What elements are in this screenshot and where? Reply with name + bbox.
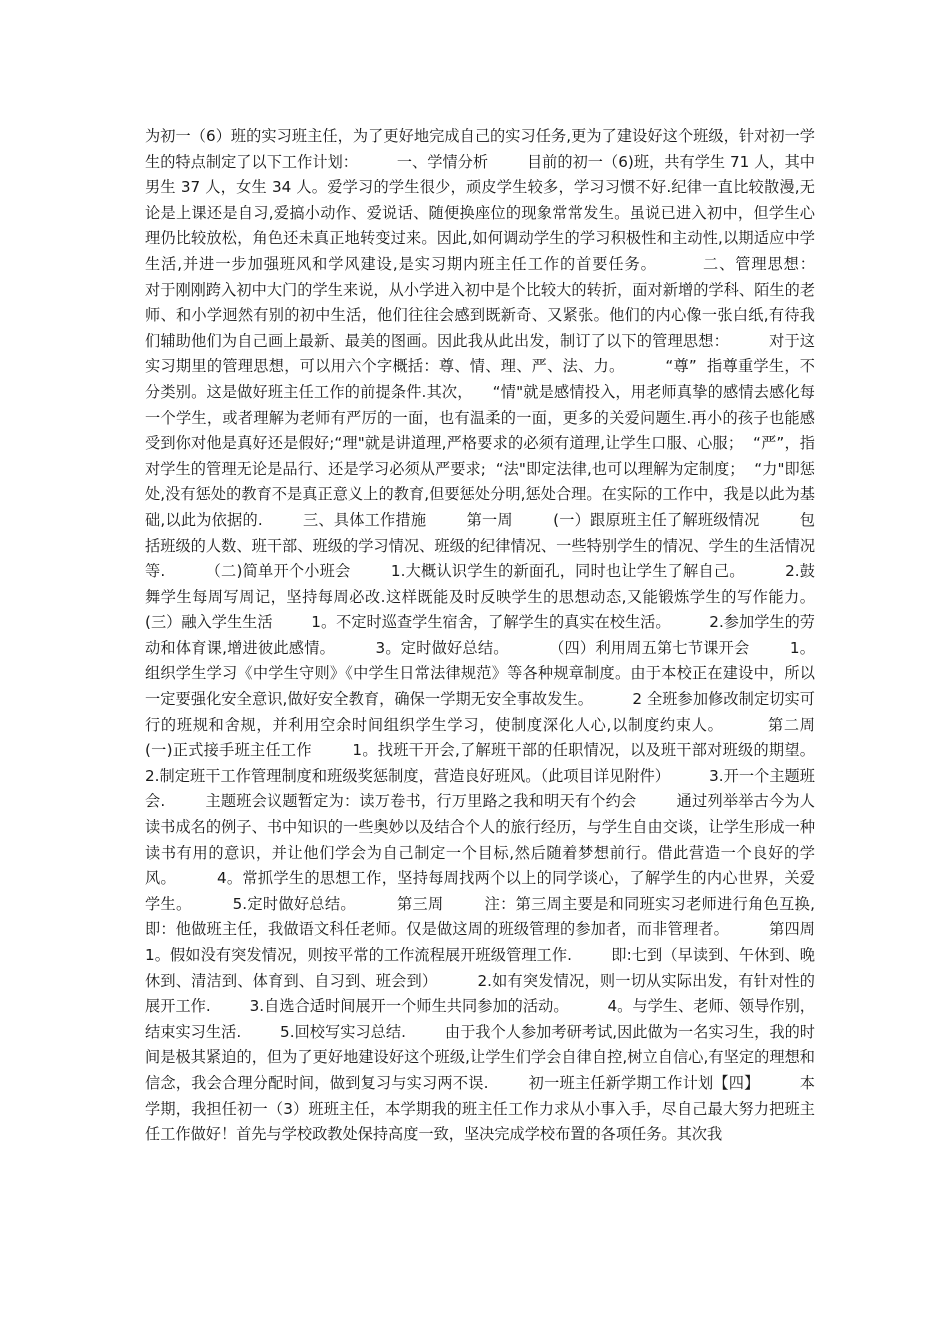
document-body-text: 为初一（6）班的实习班主任，为了更好地完成自己的实习任务,更为了建设好这个班级，针对初一学生的特点制定了以下工作计划： 一、学情分析 目前的初一（6)班，共有学生 71 人，其中男生 37 人，女生 34 人。爱学习的学生很少，顽皮学生较多，学习习惯不好.纪律一直比较散漫,无论是上课还是自习,爱搞小动作、爱说话、随便换座位的现象常常发生。虽说已进入初中，但学生心理仍比较放松，角色还未真正地转变过来。因此,如何调动学生的学习积极性和主动性,以期适应中学生活,并进一步加强班风和学风建设,是实习期内班主任工作的首要任务。 二、管理思想： 对于刚刚跨入初中大门的学生来说，从小学进入初中是个比较大的转折，面对新增的学科、陌生的老师、和小学迥然有别的初中生活，他们往往会感到既新奇、又紧张。他们的内心像一张白纸,有待我们辅助他们为自己画上最新、最美的图画。因此我从此出发，制订了以下的管理思想： 对于这实习期里的管理思想，可以用六个字概括：尊、情、理、严、法、力。 “尊” 指尊重学生，不分类别。这是做好班主任工作的前提条件.其次， “情"就是感情投入，用老师真挚的感情去感化每一个学生，或者理解为老师有严厉的一面，也有温柔的一面，更多的关爱问题生.再小的孩子也能感受到你对他是真好还是假好;“理"就是讲道理,严格要求的必须有道理,让学生口服、心服； “严”，指对学生的管理无论是品行、还是学习必须从严要求; “法"即定法律,也可以理解为定制度； “力"即惩处,没有惩处的教育不是真正意义上的教育,但要惩处分明,惩处合理。在实际的工作中，我是以此为基础,以此为依据的. 三、具体工作措施 第一周 (一）跟原班主任了解班级情况 包括班级的人数、班干部、班级的学习情况、班级的纪律情况、一些特别学生的情况、学生的生活情况等. （二)简单开个小班会 1.大概认识学生的新面孔，同时也让学生了解自己。 2.鼓舞学生每周写周记，坚持每周必改.这样既能及时反映学生的思想动态,又能锻炼学生的写作能力。 (三）融入学生生活 1。不定时巡查学生宿舍，了解学生的真实在校生活。 2.参加学生的劳动和体育课,增进彼此感情。 3。定时做好总结。 （四）利用周五第七节课开会 1。组织学生学习《中学生守则》《中学生日常法律规范》等各种规章制度。由于本校正在建设中，所以一定要强化安全意识,做好安全教育，确保一学期无安全事故发生。 2 全班参加修改制定切实可行的班规和舍规，并利用空余时间组织学生学习，使制度深化人心,以制度约束人。 第二周 (一)正式接手班主任工作 1。找班干开会,了解班干部的任职情况，以及班干部对班级的期望。 2.制定班干工作管理制度和班级奖惩制度，营造良好班风。（此项目详见附件） 3.开一个主题班会. 主题班会议题暂定为：读万卷书，行万里路之我和明天有个约会 通过列举举古今为人读书成名的例子、书中知识的一些奥妙以及结合个人的旅行经历，与学生自由交谈，让学生形成一种读书有用的意识，并让他们学会为自己制定一个目标,然后随着梦想前行。借此营造一个良好的学风。 4。常抓学生的思想工作，坚持每周找两个以上的同学谈心，了解学生的内心世界，关爱学生。 5.定时做好总结。 第三周 注：第三周主要是和同班实习老师进行角色互换,即：他做班主任，我做语文科任老师。仅是做这周的班级管理的参加者，而非管理者。 第四周 1。假如没有突发情况，则按平常的工作流程展开班级管理工作. 即:七到（早读到、午休到、晚休到、清洁到、体育到、自习到、班会到） 2.如有突发情况，则一切从实际出发，有针对性的展开工作. 3.自选合适时间展开一个师生共同参加的活动。 4。与学生、老师、领导作别，结束实习生活. 5.回校写实习总结. 由于我个人参加考研考试,因此做为一名实习生，我的时间是极其紧迫的，但为了更好地建设好这个班级,让学生们学会自律自控,树立自信心,有坚定的理想和信念，我会合理分配时间，做到复习与实习两不误. 初一班主任新学期工作计划【四】 本学期，我担任初一（3）班班主任，本学期我的班主任工作力求从小事入手，尽自己最大努力把班主任工作做好！首先与学校政教处保持高度一致，坚决完成学校布置的各项任务。其次我 bbox=[145, 127, 854, 1144]
